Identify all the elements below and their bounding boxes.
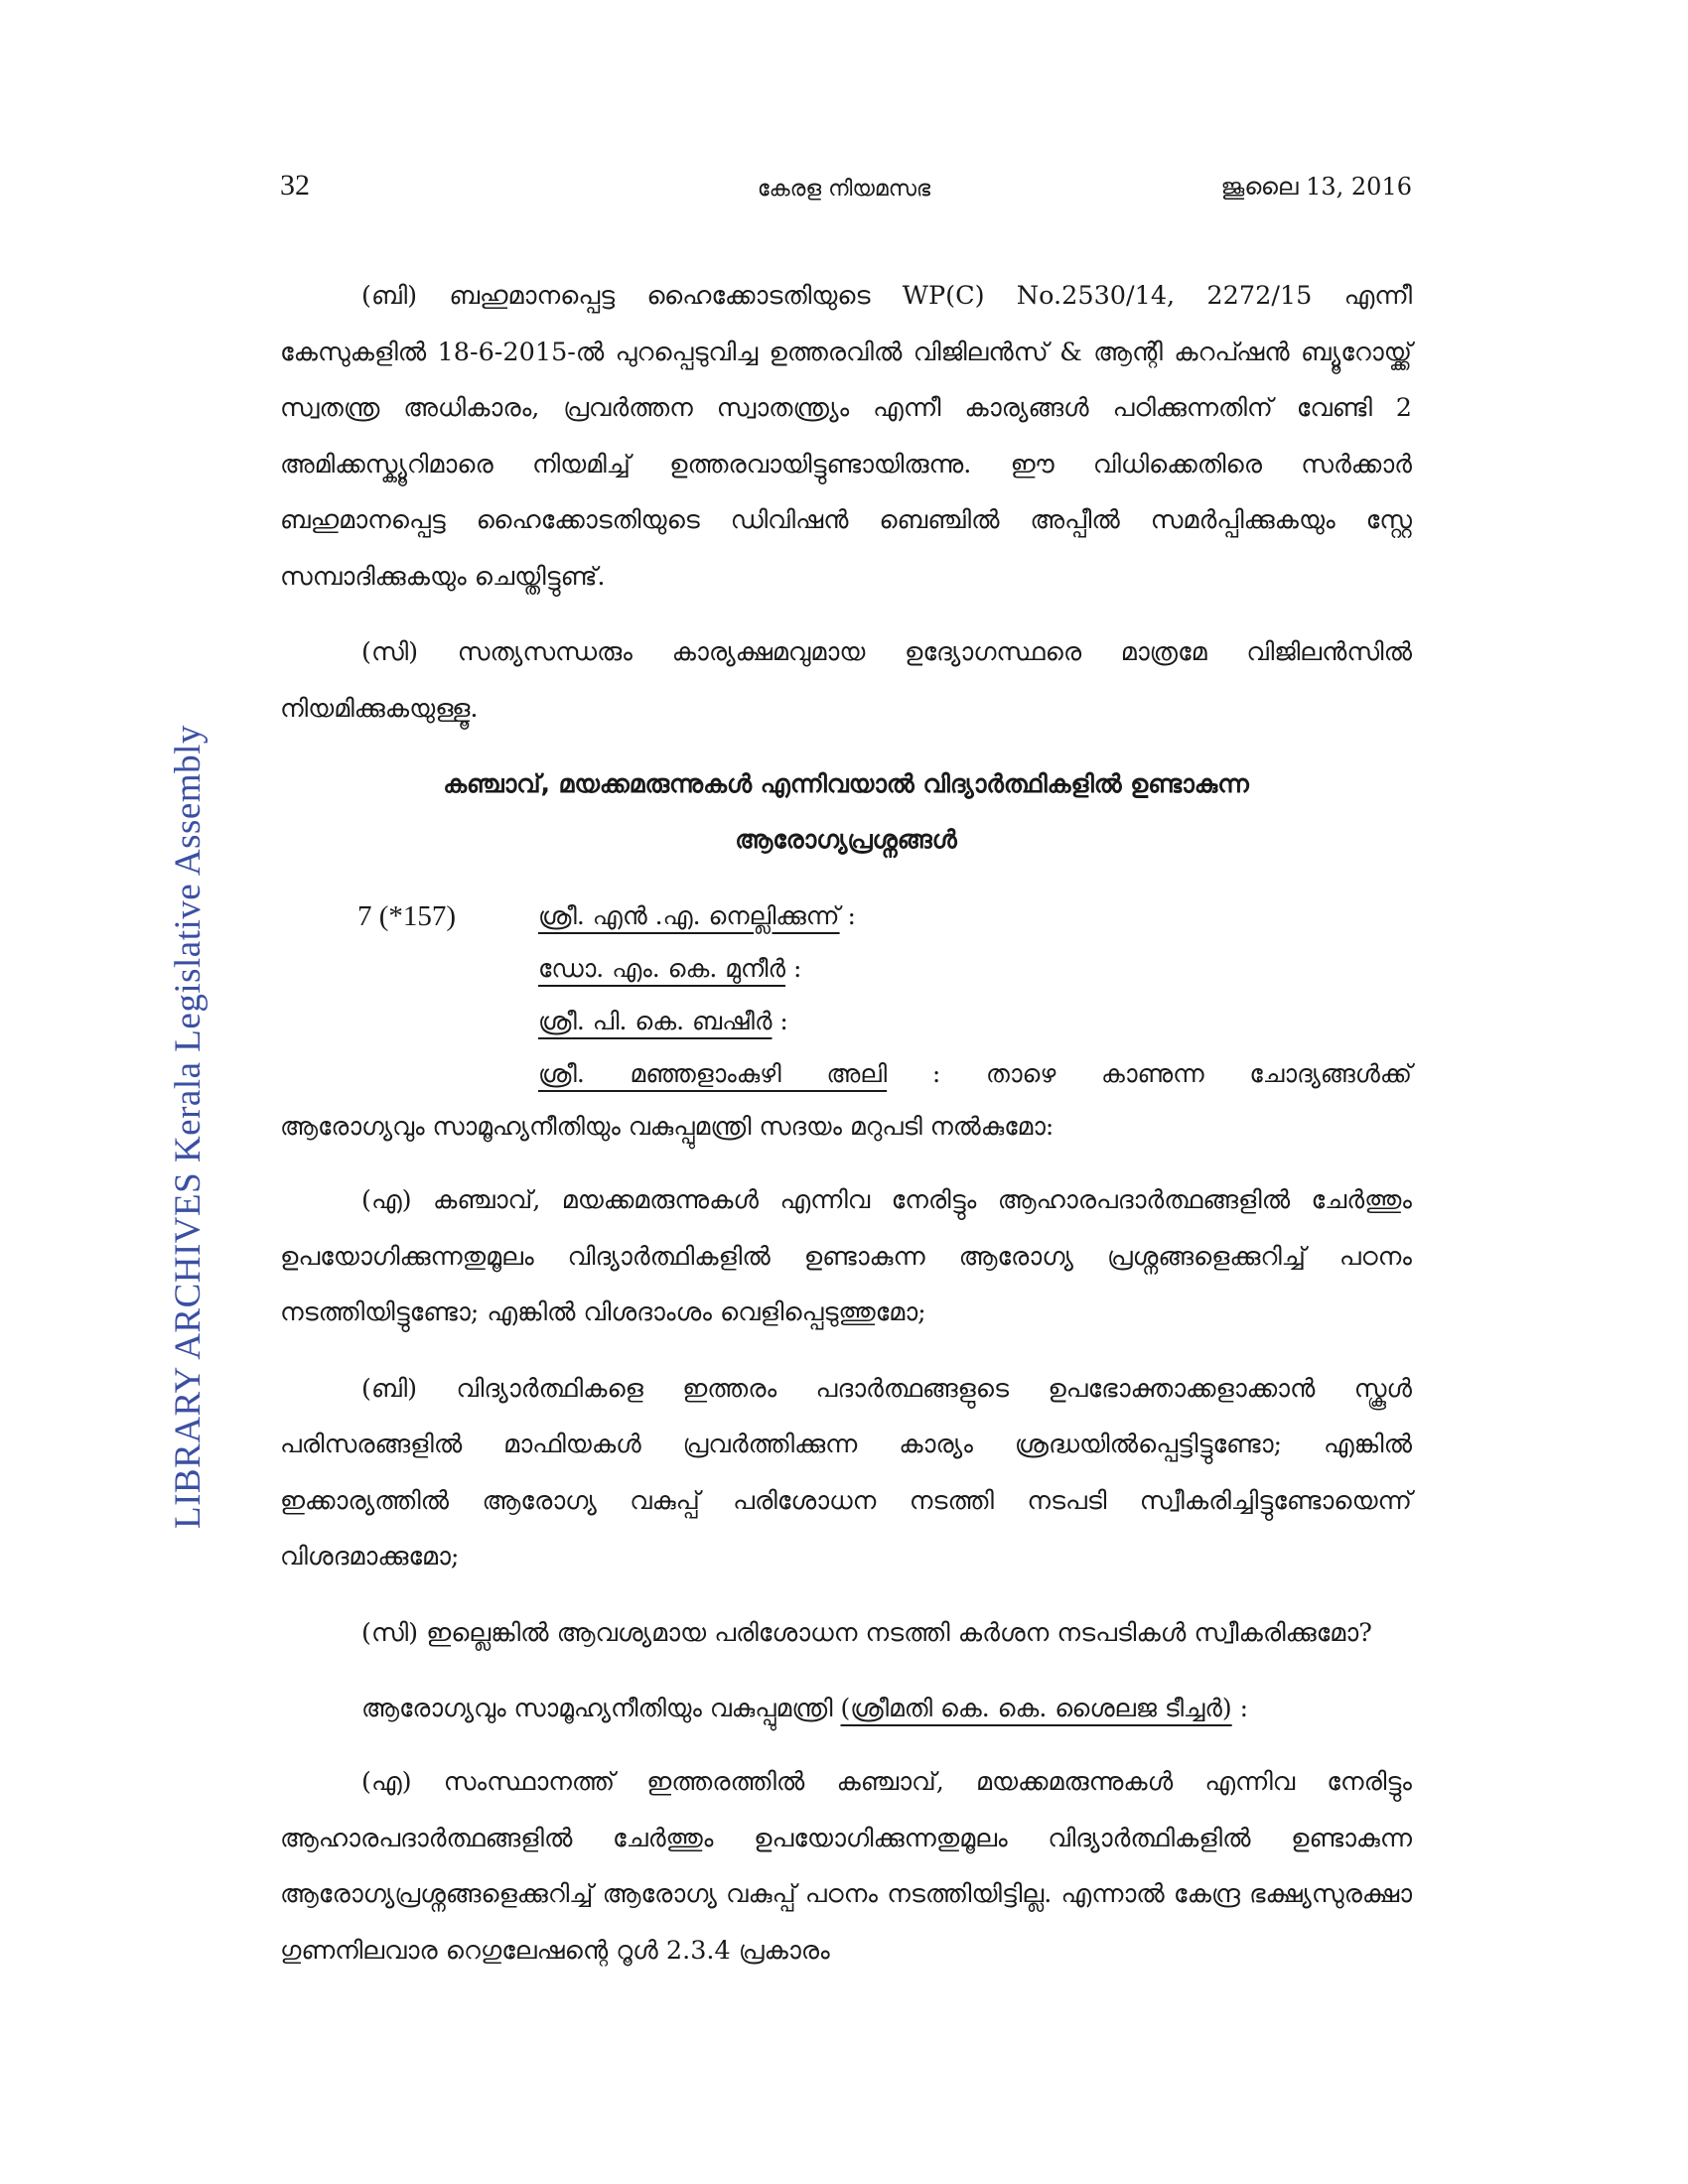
question-part-a: (എ) കഞ്ചാവ്, മയക്കമരുന്നുകൾ എന്നിവ നേരിട്ടും ആഹാരപദാർത്ഥങ്ങളിൽ ചേർത്തും ഉപയോഗിക്കുന്നതുമൂലം വിദ്യാർത്ഥികളിൽ ഉണ്ടാകുന്ന ആരോഗ്യ പ്രശ്നങ്ങളെക്കുറിച്ച് പഠനം നടത്തിയിട്ടുണ്ടോ; എങ്കിൽ വിശദാംശം വെളിപ്പെടുത്തുമോ;: [280, 1185, 1412, 1327]
header-date: ജൂലൈ 13, 2016: [1220, 173, 1412, 201]
member-colon: :: [785, 954, 802, 983]
member-line: [538, 942, 1412, 995]
question-heading: [280, 756, 1412, 868]
minister-title: ആരോഗ്യവും സാമൂഹ്യനീതിയും വകുപ്പുമന്ത്രി: [361, 1694, 841, 1722]
member-colon: :: [839, 901, 856, 930]
member-line: [538, 889, 1412, 942]
archive-watermark: LIBRARY ARCHIVES Kerala Legislative Assembly: [168, 725, 209, 1529]
minister-colon: :: [1231, 1694, 1249, 1722]
question-part-b: (ബി) വിദ്യാർത്ഥികളെ ഇത്തരം പദാർത്ഥങ്ങളുടെ ഉപഭോക്താക്കളാക്കാൻ സ്കൂൾ പരിസരങ്ങളിൽ മാഫിയകൾ പ്രവർത്തിക്കുന്ന കാര്യം ശ്രദ്ധയിൽപ്പെട്ടിട്ടുണ്ടോ; എങ്കിൽ ഇക്കാര്യത്തിൽ ആരോഗ്യ വകുപ്പ് പരിശോധന നടത്തി നടപടി സ്വീകരിച്ചിട്ടുണ്ടോയെന്ന് വിശദമാക്കുമോ;: [280, 1373, 1412, 1571]
minister-line: [280, 1681, 1412, 1736]
question-part-c: (സി) ഇല്ലെങ്കിൽ ആവശ്യമായ പരിശോധന നടത്തി കർശന നടപടികൾ സ്വീകരിക്കുമോ?: [361, 1617, 1372, 1648]
minister-name: (ശ്രീമതി കെ. കെ. ശൈലജ ടീച്ചർ): [840, 1694, 1232, 1722]
question-block: [280, 889, 1412, 1153]
page-content: [280, 268, 1412, 1998]
member-name: ശ്രീ. പി. കെ. ബഷീർ: [538, 1007, 773, 1035]
member-line: [538, 995, 1412, 1047]
member-line-last: [538, 1047, 1412, 1100]
member-name: ശ്രീ. മഞ്ഞളാംകുഴി അലി: [538, 1059, 888, 1088]
question-intro: : താഴെ കാണുന്ന ചോദ്യങ്ങൾക്ക്: [887, 1059, 1412, 1088]
member-colon: :: [772, 1007, 788, 1035]
answer-paragraph-a: (എ) സംസ്ഥാനത്ത് ഇത്തരത്തിൽ കഞ്ചാവ്, മയക്കമരുന്നുകൾ എന്നിവ നേരിട്ടും ആഹാരപദാർത്ഥങ്ങളിൽ ചേർത്തും ഉപയോഗിക്കുന്നതുമൂലം വിദ്യാർത്ഥികളിൽ ഉണ്ടാകുന്ന ആരോഗ്യപ്രശ്നങ്ങളെക്കുറിച്ച് ആരോഗ്യ വകുപ്പ് പഠനം നടത്തിയിട്ടില്ല. എന്നാൽ കേന്ദ്ര ഭക്ഷ്യസുരക്ഷാ ഗുണനിലവാര റെഗുലേഷന്റെ റൂൾ 2.3.4 പ്രകാരം: [280, 1767, 1412, 1966]
answer-paragraph-b: (ബി) ബഹുമാനപ്പെട്ട ഹൈക്കോടതിയുടെ WP(C) No.2530/14, 2272/15 എന്നീ കേസുകളിൽ 18-6-2015-ൽ പുറപ്പെടുവിച്ച ഉത്തരവിൽ വിജിലൻസ് & ആന്റി കറപ്ഷൻ ബ്യൂറോയ്ക്ക് സ്വതന്ത്ര അധികാരം, പ്രവർത്തന സ്വാതന്ത്ര്യം എന്നീ കാര്യങ്ങൾ പഠിക്കുന്നതിന് വേണ്ടി 2 അമിക്കസ്ക്യൂറിമാരെ നിയമിച്ച് ഉത്തരവായിട്ടുണ്ടായിരുന്നു. ഈ വിധിക്കെതിരെ സർക്കാർ ബഹുമാനപ്പെട്ട ഹൈക്കോടതിയുടെ ഡിവിഷൻ ബെഞ്ചിൽ അപ്പീൽ സമർപ്പിക്കുകയും സ്റ്റേ സമ്പാദിക്കുകയും ചെയ്തിട്ടുണ്ട്.: [280, 281, 1412, 592]
question-heading-line-1: കഞ്ചാവ്, മയക്കമരുന്നുകൾ എന്നിവയാൽ വിദ്യാർത്ഥികളിൽ ഉണ്ടാകുന്ന: [443, 769, 1249, 798]
page-number: 32: [280, 169, 310, 202]
question-number: 7 (*157): [357, 900, 457, 932]
running-title: കേരള നിയമസഭ: [757, 177, 931, 202]
question-addressee: ആരോഗ്യവും സാമൂഹ്യനീതിയും വകുപ്പുമന്ത്രി സദയം മറുപടി നൽകുമോ:: [280, 1112, 1055, 1141]
member-name: ശ്രീ. എൻ .എ. നെല്ലിക്കുന്ന്: [538, 901, 840, 930]
question-heading-line-2: ആരോഗ്യപ്രശ്നങ്ങൾ: [735, 825, 957, 854]
answer-paragraph-c: (സി) സത്യസന്ധരും കാര്യക്ഷമവുമായ ഉദ്യോഗസ്ഥരെ മാത്രമേ വിജിലൻസിൽ നിയമിക്കുകയുള്ളൂ.: [280, 637, 1412, 724]
member-name: ഡോ. എം. കെ. മുനീർ: [538, 954, 786, 983]
